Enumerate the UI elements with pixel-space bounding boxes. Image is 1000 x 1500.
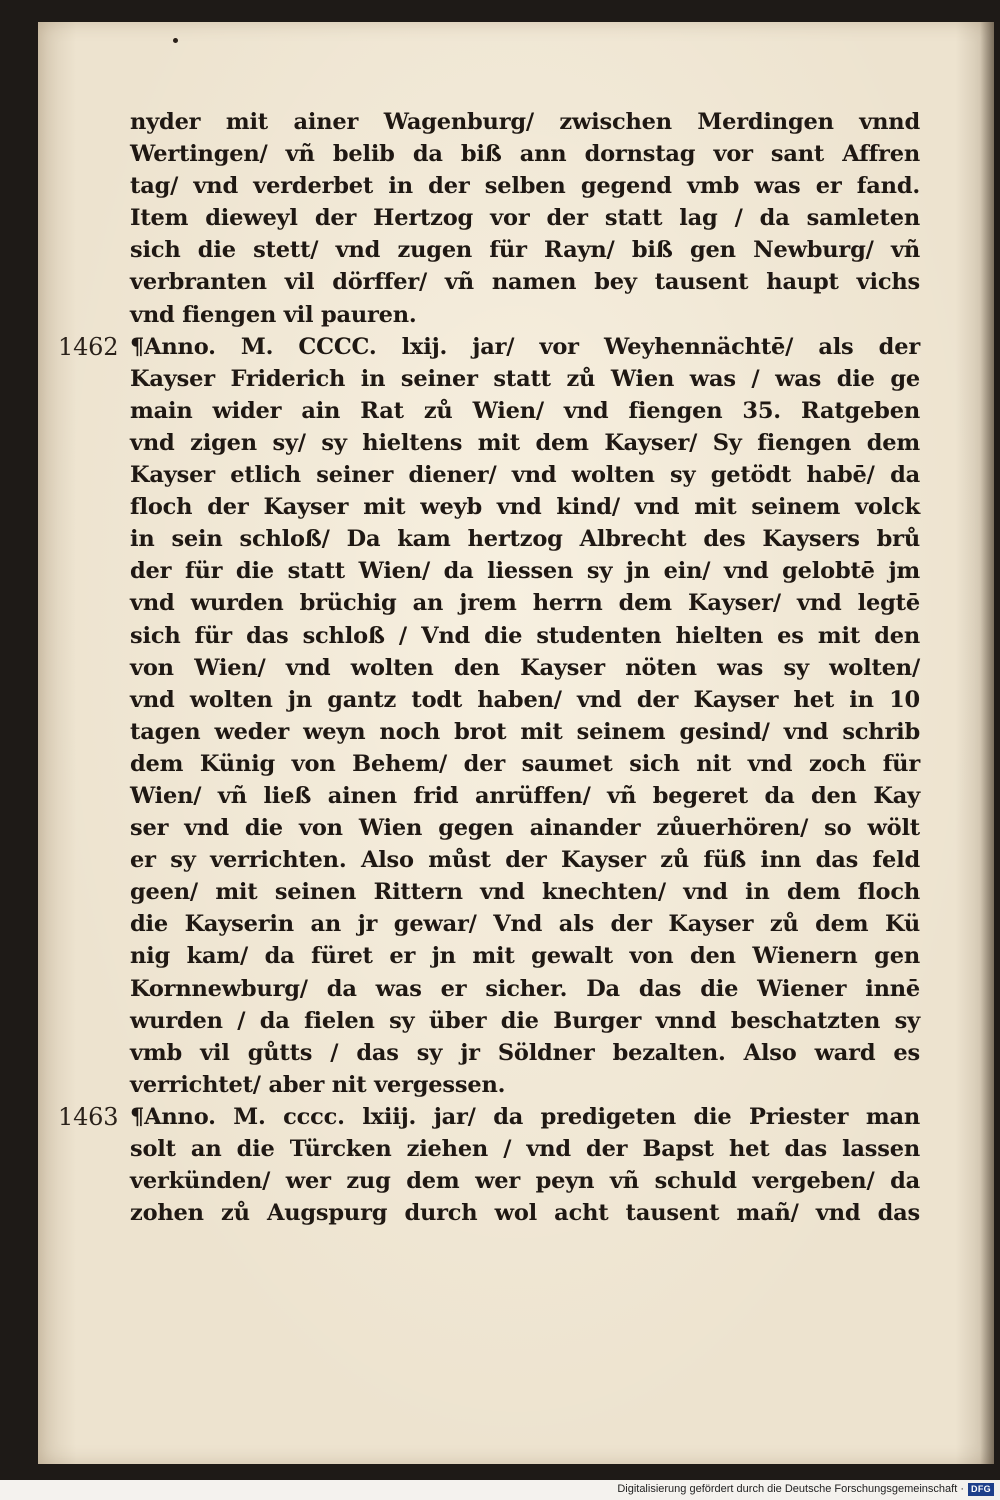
text-line: vmb vil gůtts / das sy jr Söldner bezalten. Also ward es [130,1039,920,1066]
text-line: wurden / da fielen sy über die Burger vnnd beschatzten sy [130,1007,920,1034]
text-line: tag/ vnd verderbet in der selben gegend vmb was er fand. [130,173,920,200]
margin-year-1462: 1462 [58,332,119,361]
text-line: er sy verrichten. Also můst der Kayser zů füß inn das feld [130,847,920,874]
text-line: der für die statt Wien/ da liessen sy jn ein/ vnd gelobtē jm [130,558,920,585]
text-line: verbranten vil dörffer/ vñ namen bey tausent haupt vichs [130,269,920,296]
text-line: Kayser Friderich in seiner statt zů Wien was / was die ge [130,365,920,392]
dfg-logo: DFG [968,1483,994,1496]
dfg-credit-text: Digitalisierung gefördert durch die Deutsche Forschungsgemeinschaft · [617,1483,964,1495]
text-line: vnd wurden brüchig an jrem herrn dem Kayser/ vnd legtē [130,590,920,617]
text-line: Wertingen/ vñ belib da biß ann dornstag vor sant Affren [130,141,920,168]
text-line: solt an die Türcken ziehen / vnd der Bapst het das lassen [130,1136,920,1162]
text-line: floch der Kayser mit weyb vnd kind/ vnd mit seinem volck [130,494,920,521]
text-line: dem Künig von Behem/ der saumet sich nit vnd zoch für [130,750,920,777]
text-line: vnd fiengen vil pauren. [130,301,417,328]
ink-mark [173,38,178,43]
text-line: nyder mit ainer Wagenburg/ zwischen Merdingen vnnd [130,109,920,135]
text-line: die Kayserin an jr gewar/ Vnd als der Kayser zů dem Kü [130,911,920,938]
text-line: sich die stett/ vnd zugen für Rayn/ biß gen Newburg/ vñ [130,237,920,264]
page-text [58,106,920,1229]
text-line: main wider ain Rat zů Wien/ vnd fiengen 35. Ratgeben [130,397,920,424]
text-line: ¶Anno. M. cccc. lxiij. jar/ da predigeten die Priester man [130,1103,920,1130]
text-line: zohen zů Augspurg durch wol acht tausent mañ/ vnd das [130,1200,920,1227]
text-line: sich für das schloß / Vnd die studenten hielten es mit den [130,622,920,649]
text-line: geen/ mit seinen Rittern vnd knechten/ vnd in dem floch [130,879,920,906]
text-line: verrichtet/ aber nit vergessen. [130,1071,506,1098]
text-line: ¶Anno. M. CCCC. lxij. jar/ vor Weyhennächtē/ als der [130,333,920,360]
text-line: Wien/ vñ ließ ainen frid anrüffen/ vñ begeret da den Kay [130,782,920,809]
text-line: Kornnewburg/ da was er sicher. Da das die Wiener innē [130,975,920,1002]
entry-1463-first-line [58,1101,920,1133]
gutter-shadow [980,22,994,1464]
text-line: in sein schloß/ Da kam hertzog Albrecht des Kaysers brů [130,526,920,553]
text-line: Kayser etlich seiner diener/ vnd wolten sy getödt habē/ da [130,462,920,489]
digitization-footer [0,1480,1000,1500]
text-line: vnd zigen sy/ sy hieltens mit dem Kayser/ Sy fiengen dem [130,429,920,456]
text-line: Item dieweyl der Hertzog vor der statt lag / da samleten [130,205,920,232]
text-line: ser vnd die von Wien gegen ainander zůuerhören/ so wölt [130,815,920,842]
text-line: nig kam/ da füret er jn mit gewalt von den Wienern gen [130,943,920,970]
entry-1462-first-line [58,331,920,363]
text-line: tagen weder weyn noch brot mit seinem gesind/ vnd schrib [130,718,920,745]
text-line: vnd wolten jn gantz todt haben/ vnd der Kayser het in 10 [130,686,920,713]
text-line: verkünden/ wer zug dem wer peyn vñ schuld vergeben/ da [130,1168,920,1195]
margin-year-1463: 1463 [58,1102,119,1131]
text-line: von Wien/ vnd wolten den Kayser nöten was sy wolten/ [130,654,920,681]
